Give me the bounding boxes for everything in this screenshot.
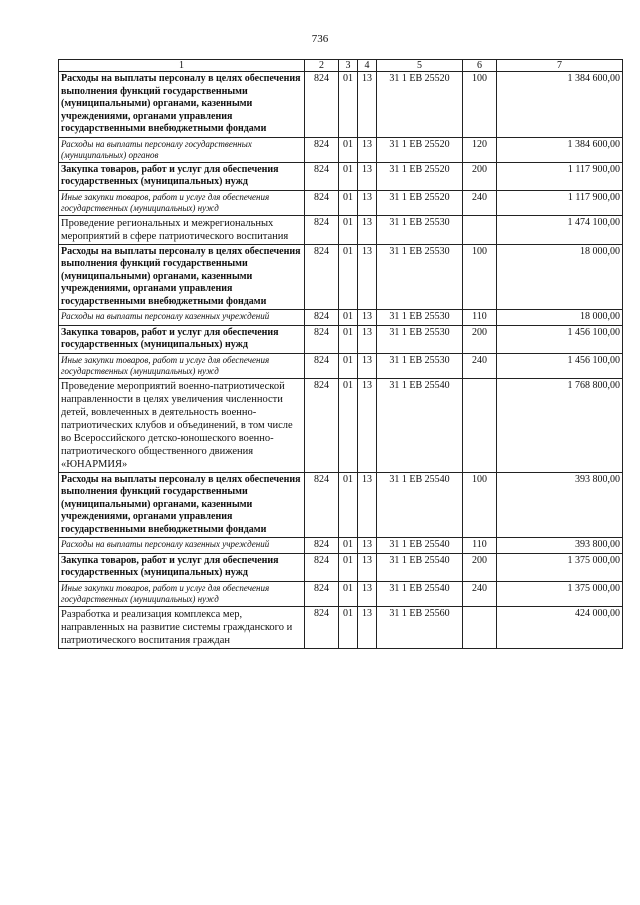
cell-adm: 824 bbox=[305, 310, 339, 326]
cell-adm: 824 bbox=[305, 244, 339, 310]
cell-sec: 01 bbox=[339, 353, 358, 378]
cell-sum: 1 384 600,00 bbox=[497, 137, 623, 162]
cell-name: Иные закупки товаров, работ и услуг для обеспечения государственных (муниципальных) нужд bbox=[59, 190, 305, 215]
cell-adm: 824 bbox=[305, 606, 339, 648]
table-row bbox=[59, 190, 623, 215]
cell-adm: 824 bbox=[305, 553, 339, 581]
cell-sec: 01 bbox=[339, 538, 358, 554]
cell-sub: 13 bbox=[358, 538, 377, 554]
cell-name: Закупка товаров, работ и услуг для обеспечения государственных (муниципальных) нужд bbox=[59, 553, 305, 581]
cell-sub: 13 bbox=[358, 606, 377, 648]
cell-vr: 200 bbox=[463, 325, 497, 353]
cell-sec: 01 bbox=[339, 310, 358, 326]
cell-sum: 18 000,00 bbox=[497, 310, 623, 326]
cell-vr: 200 bbox=[463, 162, 497, 190]
cell-vr: 100 bbox=[463, 72, 497, 138]
cell-adm: 824 bbox=[305, 215, 339, 244]
table-row bbox=[59, 215, 623, 244]
table-row bbox=[59, 310, 623, 326]
cell-adm: 824 bbox=[305, 378, 339, 472]
cell-sec: 01 bbox=[339, 553, 358, 581]
header-cell: 2 bbox=[305, 60, 339, 72]
header-cell: 1 bbox=[59, 60, 305, 72]
cell-csr: 31 1 EB 25520 bbox=[377, 162, 463, 190]
cell-sec: 01 bbox=[339, 325, 358, 353]
cell-name: Расходы на выплаты персоналу в целях обеспечения выполнения функций государственными (муниципальными) органами, казенными учреждениями, органами управления государственными внебюджетными фондами bbox=[59, 244, 305, 310]
cell-adm: 824 bbox=[305, 472, 339, 538]
cell-vr: 200 bbox=[463, 553, 497, 581]
cell-adm: 824 bbox=[305, 72, 339, 138]
cell-adm: 824 bbox=[305, 538, 339, 554]
cell-sum: 1 456 100,00 bbox=[497, 325, 623, 353]
header-cell: 5 bbox=[377, 60, 463, 72]
page-number: 736 bbox=[311, 33, 329, 45]
table-row bbox=[59, 325, 623, 353]
cell-csr: 31 1 EB 25540 bbox=[377, 378, 463, 472]
cell-name: Разработка и реализация комплекса мер, направленных на развитие системы гражданского и патриотического воспитания граждан bbox=[59, 606, 305, 648]
cell-adm: 824 bbox=[305, 325, 339, 353]
table-row bbox=[59, 553, 623, 581]
cell-sub: 13 bbox=[358, 215, 377, 244]
header-cell: 7 bbox=[497, 60, 623, 72]
cell-csr: 31 1 EB 25540 bbox=[377, 553, 463, 581]
cell-sum: 1 117 900,00 bbox=[497, 162, 623, 190]
cell-vr bbox=[463, 378, 497, 472]
cell-sec: 01 bbox=[339, 378, 358, 472]
cell-vr: 240 bbox=[463, 190, 497, 215]
cell-sum: 1 768 800,00 bbox=[497, 378, 623, 472]
cell-sum: 424 000,00 bbox=[497, 606, 623, 648]
cell-sec: 01 bbox=[339, 472, 358, 538]
table-row bbox=[59, 606, 623, 648]
cell-csr: 31 1 EB 25530 bbox=[377, 325, 463, 353]
cell-csr: 31 1 EB 25530 bbox=[377, 353, 463, 378]
cell-vr bbox=[463, 215, 497, 244]
cell-name: Закупка товаров, работ и услуг для обеспечения государственных (муниципальных) нужд bbox=[59, 325, 305, 353]
cell-sub: 13 bbox=[358, 378, 377, 472]
cell-name: Иные закупки товаров, работ и услуг для обеспечения государственных (муниципальных) нужд bbox=[59, 581, 305, 606]
table-row bbox=[59, 581, 623, 606]
cell-sub: 13 bbox=[358, 353, 377, 378]
cell-csr: 31 1 EB 25520 bbox=[377, 190, 463, 215]
cell-vr: 120 bbox=[463, 137, 497, 162]
cell-sub: 13 bbox=[358, 581, 377, 606]
cell-sec: 01 bbox=[339, 215, 358, 244]
cell-sec: 01 bbox=[339, 190, 358, 215]
cell-csr: 31 1 EB 25530 bbox=[377, 244, 463, 310]
cell-sub: 13 bbox=[358, 325, 377, 353]
cell-sub: 13 bbox=[358, 244, 377, 310]
cell-name: Расходы на выплаты персоналу казенных учреждений bbox=[59, 310, 305, 326]
cell-vr: 110 bbox=[463, 538, 497, 554]
table-row bbox=[59, 378, 623, 472]
cell-csr: 31 1 EB 25530 bbox=[377, 310, 463, 326]
cell-sub: 13 bbox=[358, 72, 377, 138]
cell-sum: 1 375 000,00 bbox=[497, 581, 623, 606]
cell-csr: 31 1 EB 25560 bbox=[377, 606, 463, 648]
table-row bbox=[59, 162, 623, 190]
cell-vr: 100 bbox=[463, 244, 497, 310]
cell-adm: 824 bbox=[305, 190, 339, 215]
cell-sum: 393 800,00 bbox=[497, 472, 623, 538]
table-row bbox=[59, 538, 623, 554]
cell-sec: 01 bbox=[339, 606, 358, 648]
cell-sub: 13 bbox=[358, 137, 377, 162]
header-cell: 6 bbox=[463, 60, 497, 72]
header-cell: 4 bbox=[358, 60, 377, 72]
cell-name: Проведение мероприятий военно-патриотической направленности в целях увеличения численности детей, вовлеченных в деятельность военно-патриотических клубов и объединений, в том числе во Всероссийского детско-юношеского военно-патриотического общественного движения «ЮНАРМИЯ» bbox=[59, 378, 305, 472]
table-header-row bbox=[59, 60, 623, 72]
table-row bbox=[59, 244, 623, 310]
cell-vr: 100 bbox=[463, 472, 497, 538]
cell-vr: 110 bbox=[463, 310, 497, 326]
cell-csr: 31 1 EB 25520 bbox=[377, 137, 463, 162]
cell-adm: 824 bbox=[305, 353, 339, 378]
table-row bbox=[59, 72, 623, 138]
cell-name: Закупка товаров, работ и услуг для обеспечения государственных (муниципальных) нужд bbox=[59, 162, 305, 190]
cell-vr: 240 bbox=[463, 353, 497, 378]
cell-sum: 18 000,00 bbox=[497, 244, 623, 310]
cell-name: Расходы на выплаты персоналу в целях обеспечения выполнения функций государственными (муниципальными) органами, казенными учреждениями, органами управления государственными внебюджетными фондами bbox=[59, 72, 305, 138]
cell-adm: 824 bbox=[305, 581, 339, 606]
cell-csr: 31 1 EB 25530 bbox=[377, 215, 463, 244]
cell-name: Проведение региональных и межрегиональных мероприятий в сфере патриотического воспитания bbox=[59, 215, 305, 244]
header-cell: 3 bbox=[339, 60, 358, 72]
cell-sec: 01 bbox=[339, 137, 358, 162]
cell-name: Иные закупки товаров, работ и услуг для обеспечения государственных (муниципальных) нужд bbox=[59, 353, 305, 378]
cell-sec: 01 bbox=[339, 581, 358, 606]
budget-table bbox=[58, 59, 623, 649]
cell-sec: 01 bbox=[339, 244, 358, 310]
cell-sub: 13 bbox=[358, 553, 377, 581]
cell-sum: 1 456 100,00 bbox=[497, 353, 623, 378]
cell-csr: 31 1 EB 25540 bbox=[377, 538, 463, 554]
table-row bbox=[59, 353, 623, 378]
cell-csr: 31 1 EB 25540 bbox=[377, 472, 463, 538]
cell-sub: 13 bbox=[358, 190, 377, 215]
cell-sum: 1 117 900,00 bbox=[497, 190, 623, 215]
cell-name: Расходы на выплаты персоналу в целях обеспечения выполнения функций государственными (муниципальными) органами, казенными учреждениями, органами управления государственными внебюджетными фондами bbox=[59, 472, 305, 538]
cell-sub: 13 bbox=[358, 472, 377, 538]
cell-name: Расходы на выплаты персоналу государственных (муниципальных) органов bbox=[59, 137, 305, 162]
table-row bbox=[59, 137, 623, 162]
cell-vr bbox=[463, 606, 497, 648]
table-row bbox=[59, 472, 623, 538]
cell-vr: 240 bbox=[463, 581, 497, 606]
cell-sub: 13 bbox=[358, 162, 377, 190]
cell-csr: 31 1 EB 25520 bbox=[377, 72, 463, 138]
cell-sum: 1 474 100,00 bbox=[497, 215, 623, 244]
cell-name: Расходы на выплаты персоналу казенных учреждений bbox=[59, 538, 305, 554]
cell-adm: 824 bbox=[305, 137, 339, 162]
cell-sec: 01 bbox=[339, 162, 358, 190]
cell-sum: 393 800,00 bbox=[497, 538, 623, 554]
cell-sum: 1 375 000,00 bbox=[497, 553, 623, 581]
cell-sub: 13 bbox=[358, 310, 377, 326]
cell-sum: 1 384 600,00 bbox=[497, 72, 623, 138]
cell-sec: 01 bbox=[339, 72, 358, 138]
cell-adm: 824 bbox=[305, 162, 339, 190]
cell-csr: 31 1 EB 25540 bbox=[377, 581, 463, 606]
